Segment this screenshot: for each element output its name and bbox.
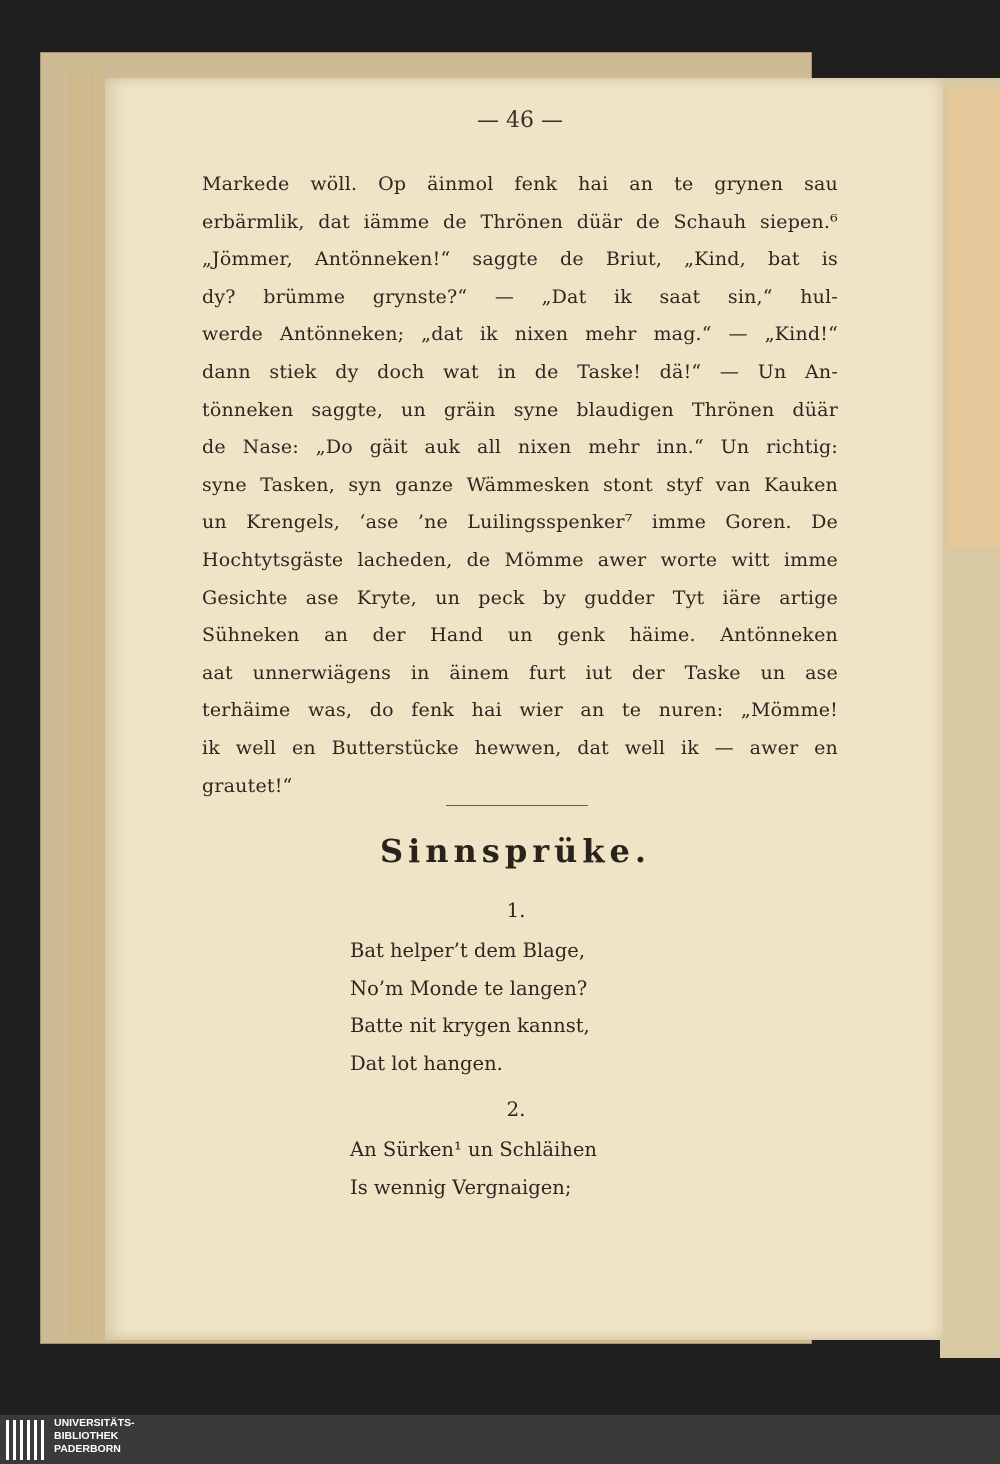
library-logo-icon [6, 1420, 46, 1460]
prose-line: dann stiek dy doch wat in de Taske! dä!“ — Un An- [202, 360, 838, 383]
verse-number: 1. [506, 898, 526, 922]
prose-line: tönneken saggte, un gräin syne blaudigen Thrönen düär [202, 398, 838, 421]
prose-line: dy? brümme grynste?“ — „Dat ik saat sin,“ hul- [202, 285, 838, 308]
library-logo-text [54, 1417, 135, 1456]
prose-line: terhäime was, do fenk hai wier an te nuren: „Mömme! [202, 699, 838, 722]
prose-line: Sühneken an der Hand un genk häime. Antönneken [202, 624, 838, 647]
verse-line: An Sürken¹ un Schläihen [350, 1138, 597, 1161]
prose-line: Gesichte ase Kryte, un peck by gudder Tyt iäre artige [202, 586, 838, 609]
verse-line: Dat lot hangen. [350, 1051, 503, 1075]
verse-line: Bat helper’t dem Blage, [350, 939, 586, 962]
page-number: — 46 — [477, 108, 563, 133]
logo-line: UNIVERSITÄTS- [54, 1417, 135, 1429]
footer-bar [0, 1415, 1000, 1464]
facing-page-edge [940, 78, 1000, 1358]
prose-line: Markede wöll. Op äinmol fenk hai an te grynen sau [202, 173, 838, 195]
verse-number: 2. [506, 1097, 526, 1121]
prose-block [202, 166, 838, 805]
prose-line: syne Tasken, syn ganze Wämmesken stont styf van Kauken [202, 473, 838, 496]
verse-line: No’m Monde te langen? [350, 976, 588, 1000]
prose-line: erbärmlik, dat iämme de Thrönen düär de Schauh siepen.⁶ [202, 210, 838, 233]
prose-line: „Jömmer, Antönneken!“ saggte de Briut, „Kind, bat is [202, 248, 838, 271]
prose-line: werde Antönneken; „dat ik nixen mehr mag.“ — „Kind!“ [202, 323, 838, 346]
prose-line: un Krengels, ‘ase ’ne Luilingsspenker⁷ imme Goren. De [202, 511, 838, 534]
logo-line: BIBLIOTHEK [54, 1430, 119, 1442]
section-divider [446, 805, 588, 806]
prose-line: ik well en Butterstücke hewwen, dat well ik — awer en [202, 736, 838, 759]
verse-block [350, 1131, 680, 1206]
prose-line: Hochtytsgäste lacheden, de Mömme awer worte witt imme [202, 548, 838, 571]
verse-line: Batte nit krygen kannst, [350, 1014, 590, 1038]
prose-line: aat unnerwiägens in äinem furt iut der Taske un ase [202, 661, 838, 684]
logo-line: PADERBORN [54, 1443, 121, 1455]
verse-line: Is wennig Vergnaigen; [350, 1175, 572, 1199]
section-title: Sinnsprüke. [380, 832, 651, 870]
verse-block [350, 932, 680, 1082]
prose-line: grautet!“ [202, 774, 293, 797]
prose-line: de Nase: „Do gäit auk all nixen mehr inn.“ Un richtig: [202, 436, 838, 459]
